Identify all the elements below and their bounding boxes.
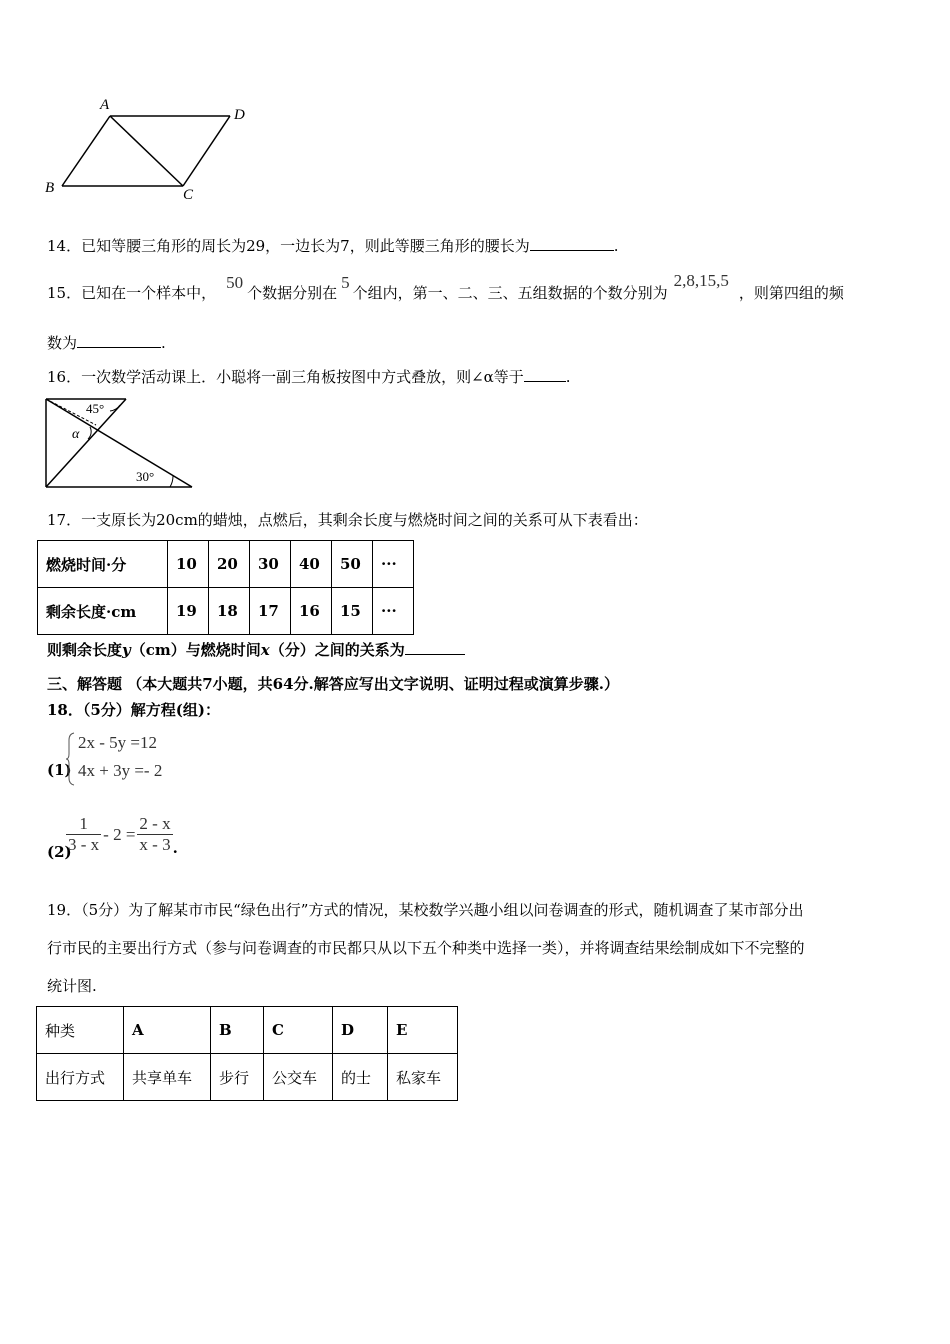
table-row — [37, 1054, 458, 1101]
q16-end: . — [565, 368, 571, 386]
q15-line2: 数为 — [47, 334, 78, 352]
fraction-2 — [137, 814, 172, 855]
table-cell: 17 — [250, 588, 291, 635]
q18-equation2 — [66, 814, 178, 857]
q18-title: 18．（5分）解方程(组)： — [47, 701, 221, 719]
q14-end: . — [613, 237, 619, 255]
q15-k: 5 — [341, 273, 350, 292]
q17-answer-blank[interactable] — [405, 640, 465, 655]
fraction-2-denominator: x - 3 — [139, 835, 171, 854]
q18-minus2: - 2 = — [103, 824, 136, 844]
table-cell: D — [333, 1007, 388, 1054]
table-cell: B — [211, 1007, 264, 1054]
q19-line1: 19．（5分）为了解某市市民“绿色出行”方式的情况，某校数学兴趣小组以问卷调查的形式，随机调查了某市部分出 — [47, 901, 804, 919]
q18-eq2: 4x + 3y =- 2 — [78, 761, 163, 780]
q15-n: 50 — [226, 273, 244, 292]
table-row — [38, 541, 414, 588]
q17-y: y — [122, 641, 131, 659]
table-row — [38, 588, 414, 635]
q16-answer-blank[interactable] — [524, 367, 566, 382]
table-cell: A — [124, 1007, 211, 1054]
table-cell: C — [264, 1007, 333, 1054]
q15-mid1: 个数据分别在 — [247, 284, 338, 302]
fraction-1-numerator: 1 — [79, 814, 88, 833]
q18-eq1: 2x - 5y =12 — [78, 733, 157, 752]
q15-mid2: 个组内，第一、二、三、五组数据的个数分别为 — [352, 284, 668, 302]
q15-answer-blank[interactable] — [77, 333, 161, 348]
question-16 — [47, 367, 571, 387]
q15-pre: 15．已知在一个样本中， — [47, 284, 217, 302]
vertex-b-label: B — [45, 180, 55, 196]
q14-answer-blank[interactable] — [530, 236, 614, 251]
question-18 — [47, 700, 220, 720]
table-head-cell: 剩余长度·cm — [38, 588, 168, 635]
table-cell: ··· — [373, 541, 414, 588]
candle-table — [37, 540, 414, 635]
question-17-after — [47, 640, 465, 660]
table-cell: 50 — [332, 541, 373, 588]
travel-mode-table — [36, 1006, 458, 1101]
parallelogram-figure — [40, 92, 260, 202]
table-cell: 步行 — [211, 1054, 264, 1101]
table-cell: 30 — [250, 541, 291, 588]
table-cell: 16 — [291, 588, 332, 635]
q18-part1-label: (1) — [47, 761, 72, 779]
alpha-label: α — [72, 427, 80, 442]
fraction-1 — [66, 814, 101, 855]
question-19-line3 — [47, 976, 97, 996]
triangle-rulers-figure — [40, 395, 200, 490]
table-cell: 18 — [209, 588, 250, 635]
question-15 — [47, 271, 844, 303]
table-cell: 共享单车 — [124, 1054, 211, 1101]
q19-line3: 统计图. — [47, 977, 97, 995]
table-cell: E — [388, 1007, 458, 1054]
table-cell: 种类 — [37, 1007, 124, 1054]
question-19-line1 — [47, 900, 803, 920]
table-cell: 公交车 — [264, 1054, 333, 1101]
table-cell: 出行方式 — [37, 1054, 124, 1101]
fraction-2-numerator: 2 - x — [139, 814, 171, 833]
q15-post: ，则第四组的频 — [738, 284, 844, 302]
question-14 — [47, 236, 619, 256]
q18-part2-label: (2) — [47, 843, 72, 861]
q18-end: . — [172, 839, 178, 857]
table-cell: 的士 — [333, 1054, 388, 1101]
fraction-1-denominator: 3 - x — [68, 835, 100, 854]
system-brace — [66, 732, 76, 786]
section-3-text: 三、解答题 （本大题共7小题，共64分.解答应写出文字说明、证明过程或演算步骤.） — [47, 675, 619, 693]
question-17 — [47, 510, 648, 530]
q17-text: 17．一支原长为20cm的蜡烛，点燃后，其剩余长度与燃烧时间之间的关系可从下表看出： — [47, 511, 648, 529]
q17-after-pre: 则剩余长度 — [47, 641, 123, 659]
q17-after-mid: （cm）与燃烧时间 — [130, 641, 261, 659]
question-19-line2 — [47, 938, 805, 958]
table-cell: ··· — [373, 588, 414, 635]
q17-after-post: （分）之间的关系为 — [269, 641, 405, 659]
table-head-cell: 燃烧时间·分 — [38, 541, 168, 588]
table-cell: 15 — [332, 588, 373, 635]
vertex-c-label: C — [183, 187, 194, 202]
q19-line2: 行市民的主要出行方式（参与问卷调查的市民都只从以下五个种类中选择一类），并将调查结果绘制成如下不完整的 — [47, 939, 805, 957]
vertex-a-label: A — [100, 97, 110, 113]
q14-text: 14．已知等腰三角形的周长为29，一边长为7，则此等腰三角形的腰长为 — [47, 237, 530, 255]
table-cell: 19 — [168, 588, 209, 635]
q15-end: . — [161, 334, 166, 352]
table-cell: 40 — [291, 541, 332, 588]
question-15-line2 — [47, 333, 166, 353]
table-row — [37, 1007, 458, 1054]
q15-counts: 2,8,15,5 — [673, 271, 729, 290]
q17-x: x — [260, 641, 270, 659]
q16-text: 16．一次数学活动课上．小聪将一副三角板按图中方式叠放，则∠α等于 — [47, 368, 524, 386]
vertex-d-label: D — [234, 107, 245, 123]
section-3-heading — [47, 674, 619, 694]
angle-45-label: 45° — [86, 401, 105, 416]
angle-30-label: 30° — [136, 469, 155, 484]
table-cell: 10 — [168, 541, 209, 588]
table-cell: 私家车 — [388, 1054, 458, 1101]
table-cell: 20 — [209, 541, 250, 588]
